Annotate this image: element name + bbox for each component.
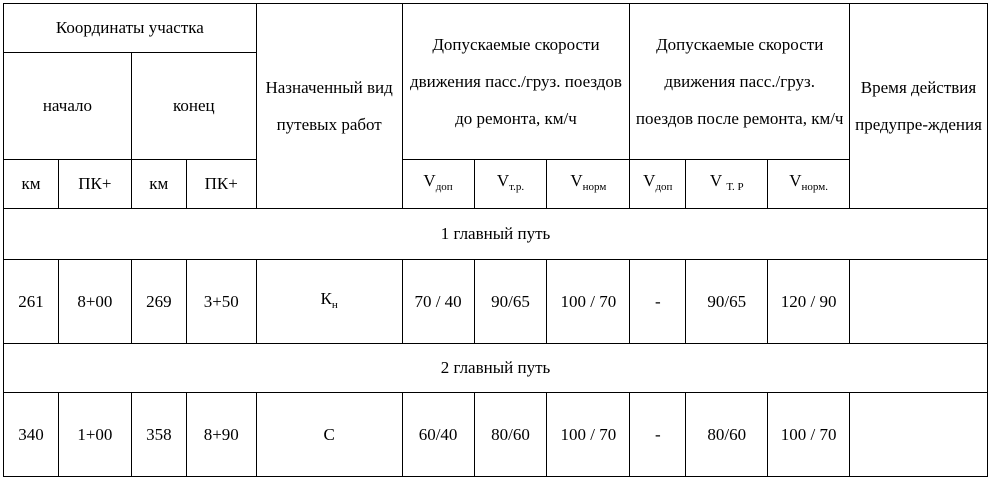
header-coords: Координаты участка <box>4 4 257 53</box>
cell-v-dop-before: 70 / 40 <box>402 260 474 344</box>
cell-pk-end: 8+90 <box>186 393 256 477</box>
header-v-dop-before: $V_{доп}$ <box>402 160 474 209</box>
header-v-norm-before: $V_{норм}$ <box>547 160 630 209</box>
track-works-table <box>3 3 988 477</box>
cell-work-type: $К_н$ <box>256 260 402 344</box>
cell-v-tr-after: 80/60 <box>686 393 768 477</box>
cell-v-tr-after: 90/65 <box>686 260 768 344</box>
cell-v-dop-before: 60/40 <box>402 393 474 477</box>
header-v-tr-before: $V_{т.р.}$ <box>474 160 547 209</box>
cell-km-start: 340 <box>4 393 59 477</box>
cell-work-type: С <box>256 393 402 477</box>
header-pk-start: ПК+ <box>58 160 131 209</box>
header-warning-time: Время действия предупре-ждения <box>850 4 988 209</box>
header-end: конец <box>131 53 256 160</box>
header-start: начало <box>4 53 132 160</box>
cell-pk-start: 1+00 <box>58 393 131 477</box>
header-v-norm-after: $V_{норм.}$ <box>768 160 850 209</box>
cell-v-tr-before: 90/65 <box>474 260 547 344</box>
cell-v-norm-after: 120 / 90 <box>768 260 850 344</box>
section-main-track-2: 2 главный путь <box>4 344 988 393</box>
header-work-type: Назначенный вид путевых работ <box>256 4 402 209</box>
section-main-track-1: 1 главный путь <box>4 209 988 260</box>
cell-v-tr-before: 80/60 <box>474 393 547 477</box>
cell-km-end: 269 <box>131 260 186 344</box>
cell-warning-time <box>850 260 988 344</box>
cell-warning-time <box>850 393 988 477</box>
header-km-end: км <box>131 160 186 209</box>
cell-v-norm-before: 100 / 70 <box>547 260 630 344</box>
header-v-tr-after: V $_{Т. Р}$ <box>686 160 768 209</box>
header-speed-after: Допускаемые скорости движения пасс./груз. поездов после ремонта, км/ч <box>630 4 850 160</box>
cell-v-dop-after: - <box>630 260 686 344</box>
cell-pk-start: 8+00 <box>58 260 131 344</box>
cell-v-norm-after: 100 / 70 <box>768 393 850 477</box>
header-km-start: км <box>4 160 59 209</box>
cell-v-norm-before: 100 / 70 <box>547 393 630 477</box>
header-v-dop-after: $V_{доп}$ <box>630 160 686 209</box>
header-pk-end: ПК+ <box>186 160 256 209</box>
cell-km-end: 358 <box>131 393 186 477</box>
cell-v-dop-after: - <box>630 393 686 477</box>
cell-pk-end: 3+50 <box>186 260 256 344</box>
cell-km-start: 261 <box>4 260 59 344</box>
header-speed-before: Допускаемые скорости движения пасс./груз. поездов до ремонта, км/ч <box>402 4 630 160</box>
